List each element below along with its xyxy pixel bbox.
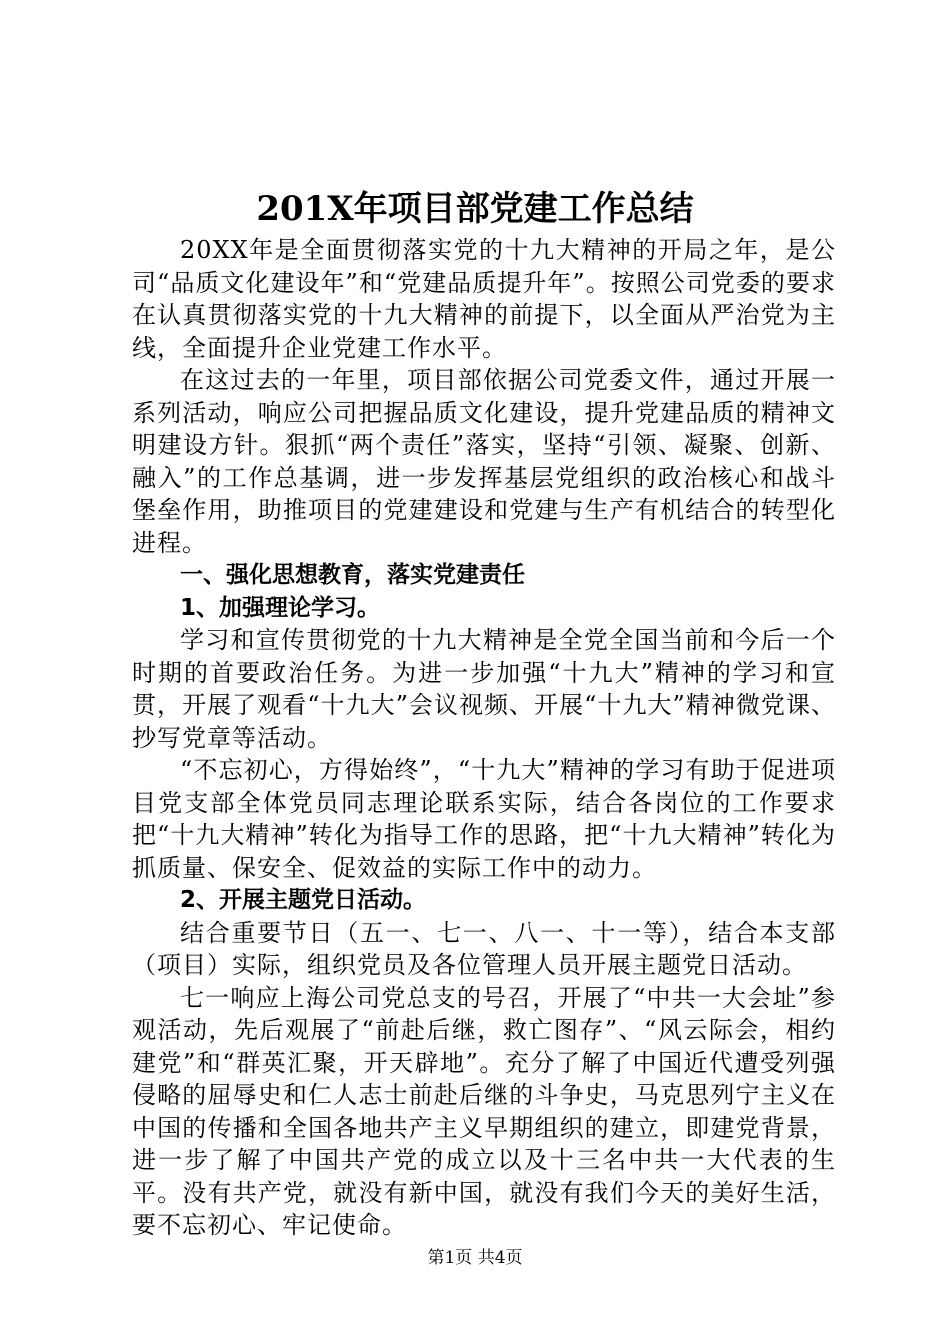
paragraph-july-first-visit: 七一响应上海公司党总支的号召，开展了“中共一大会址”参观活动，先后观展了“前赴后继，救亡图存”、“风云际会，相约建党”和“群英汇聚，开天辟地”。充分了解了中国近代遭受列强侵略的屈辱史和仁人志士前赴后继的斗争史，马克思列宁主义在中国的传播和全国各地共产主义早期组织的建立，即建党背景，进一步了解了中国共产党的成立以及十三名中共一大代表的生平。没有共产党，就没有新中国，就没有我们今天的美好生活，要不忘初心、牢记使命。 <box>132 983 836 1239</box>
page-title: 201X年项目部党建工作总结 <box>256 189 694 229</box>
paragraph-overview: 在这过去的一年里，项目部依据公司党委文件，通过开展一系列活动，响应公司把握品质文化建设，提升党建品质的精神文明建设方针。狠抓“两个责任”落实，坚持“引领、凝聚、创新、融入”的工作总基调，进一步发挥基层党组织的政治核心和战斗堡垒作用，助推项目的党建建设和党建与生产有机结合的转型化进程。 <box>132 366 836 557</box>
document-body <box>132 234 836 1242</box>
subsection-heading-2: 2、开展主题党日活动。 <box>180 887 427 913</box>
subsection-heading-1: 1、加强理论学习。 <box>180 594 381 621</box>
paragraph-original-intention: “不忘初心，方得始终”，“十九大”精神的学习有助于促进项目党支部全体党员同志理论联系实际，结合各岗位的工作要求把“十九大精神”转化为指导工作的思路，把“十九大精神”转化为抓质量、保安全、促效益的实际工作中的动力。 <box>132 756 836 882</box>
section-heading-1: 一、强化思想教育，落实党建责任 <box>180 562 525 588</box>
paragraph-party-day: 结合重要节日（五一、七一、八一、十一等），结合本支部（项目）实际，组织党员及各位管理人员开展主题党日活动。 <box>132 918 836 979</box>
paragraph-theory-study: 学习和宣传贯彻党的十九大精神是全党全国当前和今后一个时期的首要政治任务。为进一步加强“十九大”精神的学习和宣贯，开展了观看“十九大”会议视频、开展“十九大”精神微党课、抄写党章等活动。 <box>132 626 836 752</box>
paragraph-intro: 20XX年是全面贯彻落实党的十九大精神的开局之年，是公司“品质文化建设年”和“党建品质提升年”。按照公司党委的要求在认真贯彻落实党的十九大精神的前提下，以全面从严治党为主线，全面提升企业党建工作水平。 <box>132 236 836 362</box>
page-footer: 第1页 共4页 <box>427 1248 523 1268</box>
